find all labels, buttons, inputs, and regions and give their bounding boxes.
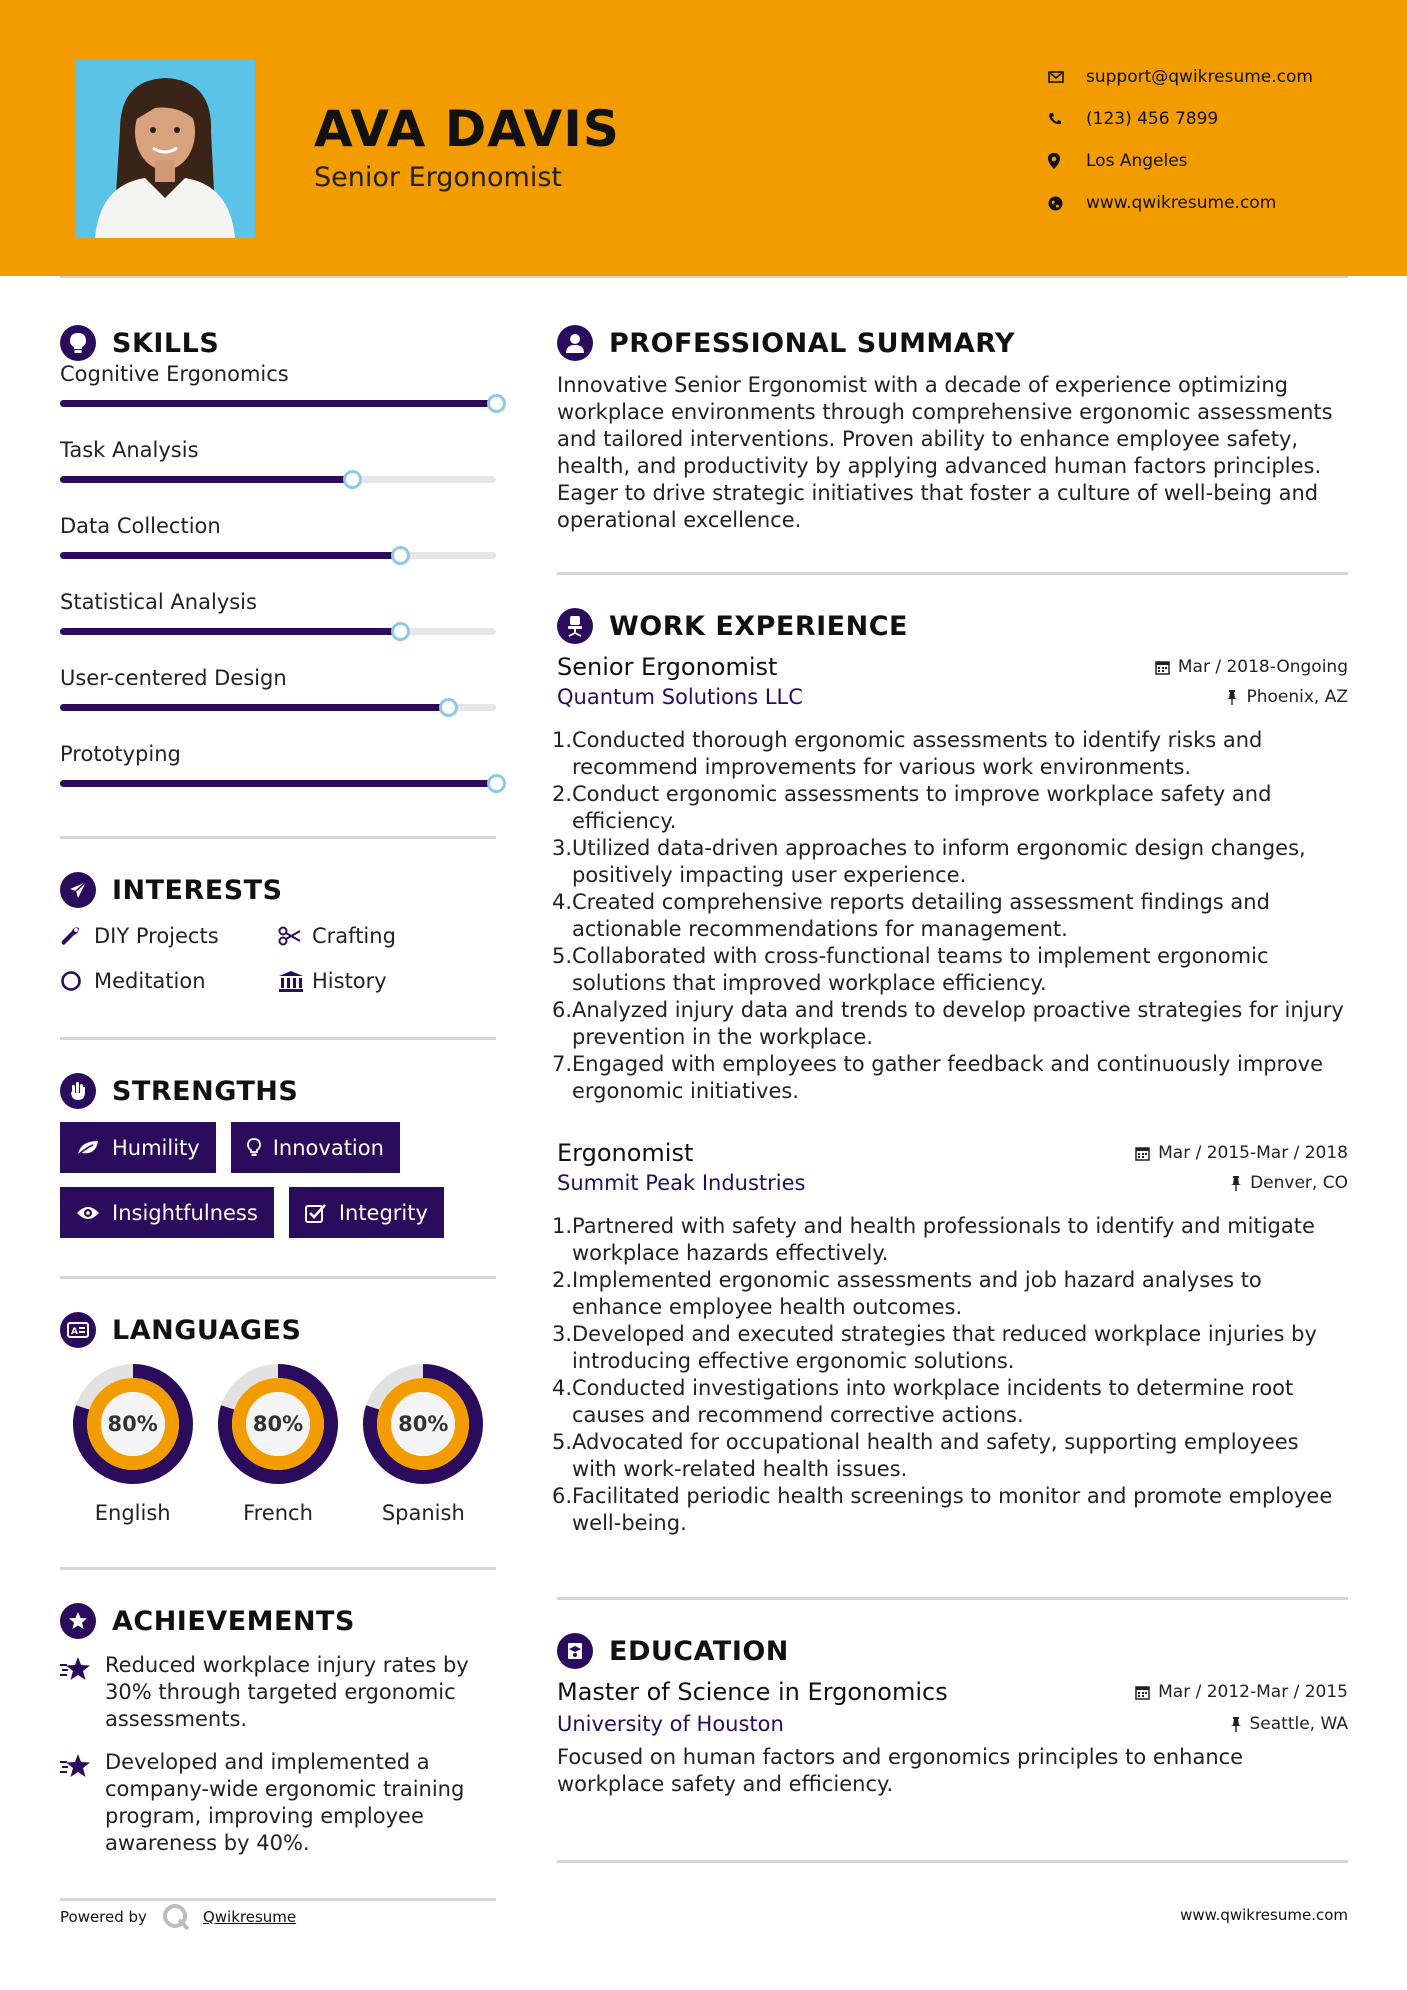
skill-bar [60, 628, 496, 635]
bullet-item: 5. Advocated for occupational health and safety, supporting employees with work-related health issues. [552, 1430, 1299, 1481]
header-banner [0, 0, 1407, 276]
language-item [60, 1363, 205, 1525]
skill-name: Prototyping [60, 742, 181, 766]
footer-divider [557, 1860, 1348, 1863]
contact-website[interactable]: www.qwikresume.com [1048, 182, 1313, 224]
language-name: French [243, 1501, 313, 1525]
language-item [205, 1363, 350, 1525]
bullet-item: 1. Partnered with safety and health professionals to identify and mitigate workplace hazards effectively. [552, 1214, 1315, 1265]
job-bullets [552, 727, 1348, 1105]
strength-badge: Insightfulness [60, 1187, 274, 1238]
globe-icon [1048, 196, 1086, 211]
user-icon [557, 325, 593, 361]
calendar-icon [1135, 1146, 1150, 1161]
school-name: University of Houston [557, 1712, 784, 1736]
skill-item [60, 362, 496, 438]
strength-badge: Innovation [231, 1122, 400, 1173]
contact-email[interactable]: support@qwikresume.com [1048, 56, 1313, 98]
right-column [552, 318, 1348, 1798]
education-location: Seattle, WA [1230, 1714, 1349, 1734]
bullet-item: 6. Facilitated periodic health screenings to monitor and promote employee well-being. [552, 1484, 1333, 1535]
contact-phone[interactable]: (123) 456 7899 [1048, 98, 1313, 140]
skill-name: Cognitive Ergonomics [60, 362, 289, 386]
job-company: Summit Peak Industries [557, 1171, 806, 1195]
strengths-title: STRENGTHS [112, 1075, 299, 1107]
qwikresume-logo-icon [161, 1902, 191, 1932]
contact-list [1048, 56, 1313, 224]
interest-item: History [278, 966, 496, 995]
profile-photo [75, 60, 255, 238]
bullet-item: 6. Analyzed injury data and trends to develop proactive strategies for injury prevention in the workplace. [552, 998, 1344, 1049]
calendar-icon [1135, 1685, 1150, 1700]
footer-divider [60, 1898, 496, 1901]
candidate-name: AVA DAVIS [314, 100, 620, 158]
language-percent: 80% [252, 1412, 304, 1436]
languages-title: LANGUAGES [112, 1314, 302, 1346]
pushpin-icon [1226, 690, 1238, 705]
lightbulb-icon [247, 1138, 261, 1158]
office-chair-icon [557, 608, 593, 644]
check-square-icon [305, 1203, 327, 1223]
skill-bar-fill [60, 780, 496, 787]
bullet-item: 2. Conduct ergonomic assessments to improve workplace safety and efficiency. [552, 782, 1272, 833]
envelope-icon [1048, 71, 1086, 83]
job-bullets [552, 1213, 1348, 1537]
achievements-section [60, 1596, 496, 1857]
achievement-item: Reduced workplace injury rates by 30% through targeted ergonomic assessments. [60, 1652, 496, 1733]
bullet-item: 4. Created comprehensive reports detailing assessment findings and actionable recommendations for management. [552, 890, 1270, 941]
powered-by: Powered by Qwikresume [60, 1902, 296, 1932]
degree-title: Master of Science in Ergonomics [557, 1678, 948, 1706]
skill-name: Task Analysis [60, 438, 199, 462]
left-column [60, 318, 496, 1857]
skill-item [60, 742, 496, 818]
wrench-icon [60, 925, 94, 947]
job-title: Senior Ergonomist [557, 653, 778, 681]
job-dates: Mar / 2015-Mar / 2018 [1135, 1143, 1348, 1163]
job-entry [552, 653, 1348, 1105]
skill-item [60, 666, 496, 742]
footer-website[interactable]: www.qwikresume.com [1180, 1906, 1348, 1924]
language-percent: 80% [107, 1412, 158, 1436]
strength-badge: Integrity [289, 1187, 444, 1238]
skill-name: User-centered Design [60, 666, 287, 690]
bullet-item: 4. Conducted investigations into workplace incidents to determine root causes and recommend corrective actions. [552, 1376, 1294, 1427]
circle-icon [60, 970, 94, 992]
skill-name: Data Collection [60, 514, 221, 538]
skills-section [60, 318, 496, 818]
languages-section [60, 1305, 496, 1525]
language-name: Spanish [381, 1501, 465, 1525]
skill-bar [60, 704, 496, 711]
skill-bar-knob [343, 470, 362, 489]
skill-item [60, 590, 496, 666]
interests-section [60, 865, 496, 995]
interests-title: INTERESTS [112, 874, 283, 906]
language-ring [217, 1363, 339, 1485]
language-item [351, 1363, 496, 1525]
summary-title: PROFESSIONAL SUMMARY [609, 327, 1016, 359]
job-dates: Mar / 2018-Ongoing [1155, 657, 1348, 677]
section-divider [60, 1276, 496, 1279]
section-divider [60, 1567, 496, 1570]
job-location: Denver, CO [1230, 1173, 1348, 1193]
skill-name: Statistical Analysis [60, 590, 257, 614]
achievements-title: ACHIEVEMENTS [112, 1605, 355, 1637]
skill-bar-fill [60, 552, 400, 559]
skill-bar-knob [487, 774, 506, 793]
strengths-section [60, 1066, 496, 1238]
section-divider [60, 836, 496, 839]
education-description: Focused on human factors and ergonomics principles to enhance workplace safety and efficiency. [557, 1745, 1244, 1796]
museum-icon [278, 970, 312, 992]
skill-bar [60, 476, 496, 483]
education-section [557, 1626, 1348, 1798]
hand-icon [60, 1073, 96, 1109]
skill-bar-knob [487, 394, 506, 413]
qwikresume-link[interactable]: Qwikresume [202, 1908, 297, 1926]
summary-text: Innovative Senior Ergonomist with a decade of experience optimizing workplace environments through comprehensive ergonomic assessments and tailored interventions. Proven ability to enhance employee safety, health, and productivity by applying advanced human factors principles. Eager to drive strategic initiatives that foster a culture of well-being and operational excellence. [557, 373, 1333, 532]
job-company: Quantum Solutions LLC [557, 685, 803, 709]
achievement-item: Developed and implemented a company-wide ergonomic training program, improving employee awareness by 40%. [60, 1749, 496, 1857]
bullet-item: 7. Engaged with employees to gather feedback and continuously improve ergonomic initiatives. [552, 1052, 1324, 1103]
skill-bar-fill [60, 476, 352, 483]
language-name: English [94, 1501, 171, 1525]
eye-icon [76, 1205, 100, 1221]
skill-bar-fill [60, 704, 448, 711]
language-ring [362, 1363, 484, 1485]
language-icon [60, 1312, 96, 1348]
skill-bar [60, 400, 496, 407]
bullet-item: 3. Utilized data-driven approaches to inform ergonomic design changes, positively impacting user experience. [552, 836, 1306, 887]
star-icon [60, 1652, 105, 1733]
skill-bar-fill [60, 628, 400, 635]
paper-plane-icon [60, 872, 96, 908]
scissors-icon [278, 926, 312, 946]
skills-title: SKILLS [112, 327, 220, 359]
lightbulb-icon [60, 325, 96, 361]
skill-bar [60, 552, 496, 559]
section-divider [557, 572, 1348, 575]
experience-title: WORK EXPERIENCE [609, 610, 908, 642]
star-icon [60, 1749, 105, 1857]
calendar-icon [1155, 660, 1170, 675]
contact-location: Los Angeles [1048, 140, 1313, 182]
skill-item [60, 514, 496, 590]
leaf-icon [76, 1139, 100, 1157]
section-divider [557, 1597, 1348, 1600]
candidate-title: Senior Ergonomist [314, 162, 562, 193]
skill-bar-knob [391, 622, 410, 641]
pushpin-icon [1230, 1176, 1242, 1191]
summary-section [557, 318, 1348, 534]
skill-bar [60, 780, 496, 787]
section-divider [60, 1037, 496, 1040]
bullet-item: 1. Conducted thorough ergonomic assessments to identify risks and recommend improvements for various work environments. [552, 728, 1263, 779]
header-divider [60, 276, 1348, 278]
map-marker-icon [1048, 153, 1086, 169]
language-ring [72, 1363, 194, 1485]
skill-bar-knob [391, 546, 410, 565]
skill-bar-knob [439, 698, 458, 717]
skill-item [60, 438, 496, 514]
svg-text:A: A [71, 1327, 78, 1337]
education-title: EDUCATION [609, 1635, 789, 1667]
job-entry [552, 1139, 1348, 1537]
education-dates: Mar / 2012-Mar / 2015 [1135, 1682, 1348, 1702]
job-location: Phoenix, AZ [1226, 687, 1348, 707]
phone-icon [1048, 112, 1086, 126]
star-badge-icon [60, 1603, 96, 1639]
interest-item: DIY Projects [60, 921, 278, 950]
bullet-item: 3. Developed and executed strategies that reduced workplace injuries by introducing effective ergonomic solutions. [552, 1322, 1317, 1373]
graduation-icon [557, 1633, 593, 1669]
language-percent: 80% [398, 1412, 449, 1436]
strength-badge: Humility [60, 1122, 216, 1173]
interest-item: Meditation [60, 966, 278, 995]
bullet-item: 2. Implemented ergonomic assessments and job hazard analyses to enhance employee health outcomes. [552, 1268, 1262, 1319]
pushpin-icon [1230, 1717, 1242, 1732]
experience-section [552, 601, 1348, 1537]
interest-item: Crafting [278, 921, 496, 950]
job-title: Ergonomist [557, 1139, 694, 1167]
skill-bar-fill [60, 400, 496, 407]
bullet-item: 5. Collaborated with cross-functional teams to implement ergonomic solutions that improved workplace efficiency. [552, 944, 1269, 995]
